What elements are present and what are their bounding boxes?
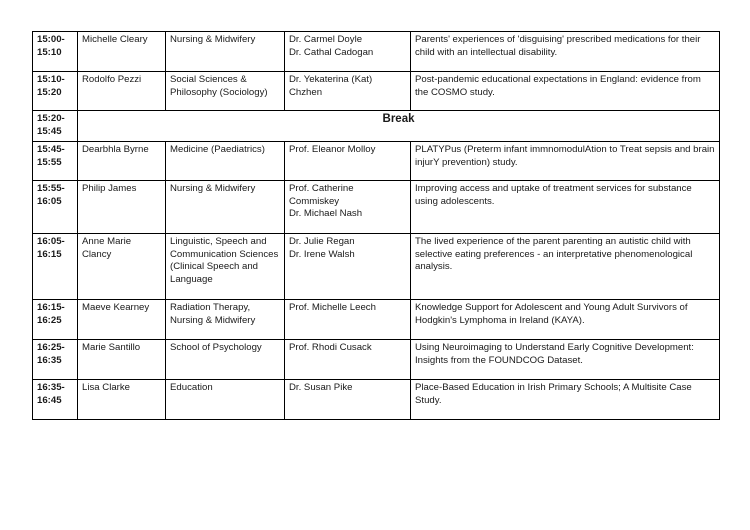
supervisor-cell bbox=[285, 142, 411, 181]
supervisor-cell bbox=[285, 380, 411, 420]
school-cell: Education bbox=[166, 380, 285, 420]
supervisor-cell bbox=[285, 340, 411, 380]
time-cell bbox=[33, 380, 78, 420]
time-end: 16:45 bbox=[37, 394, 62, 406]
supervisor-cell bbox=[285, 181, 411, 234]
title-cell: PLATYPus (Preterm infant immnomodulAtion to Treat sepsis and brain injurY prevention) study. bbox=[411, 142, 720, 181]
supervisor-name: Prof. Rhodi Cusack bbox=[289, 342, 372, 354]
presenter-cell: Rodolfo Pezzi bbox=[78, 72, 166, 111]
supervisor-name: Dr. Julie Regan bbox=[289, 236, 355, 248]
time-cell bbox=[33, 340, 78, 380]
supervisor-cell bbox=[285, 32, 411, 72]
table-row bbox=[33, 234, 720, 300]
school-cell: Nursing & Midwifery bbox=[166, 181, 285, 234]
time-start: 15:00- bbox=[37, 34, 65, 45]
schedule-table bbox=[32, 31, 720, 420]
supervisor-cell bbox=[285, 72, 411, 111]
time-cell bbox=[33, 142, 78, 181]
title-cell: Knowledge Support for Adolescent and Young Adult Survivors of Hodgkin's Lymphoma in Ireland (KAYA). bbox=[411, 300, 720, 340]
time-start: 15:20- bbox=[37, 113, 65, 124]
time-cell bbox=[33, 111, 78, 142]
table-row bbox=[33, 380, 720, 420]
time-start: 16:05- bbox=[37, 236, 65, 248]
title-cell: Parents' experiences of 'disguising' prescribed medications for their child with an intellectual disability. bbox=[411, 32, 720, 72]
school-cell: Social Sciences & Philosophy (Sociology) bbox=[166, 72, 285, 111]
time-end: 15:10 bbox=[37, 46, 62, 58]
title-cell: Using Neuroimaging to Understand Early Cognitive Development: Insights from the FOUNDCOG Dataset. bbox=[411, 340, 720, 380]
supervisor-name: Dr. Michael Nash bbox=[289, 208, 363, 220]
table-row bbox=[33, 32, 720, 72]
school-cell: Linguistic, Speech and Communication Sciences (Clinical Speech and Language bbox=[166, 234, 285, 300]
presenter-cell: Lisa Clarke bbox=[78, 380, 166, 420]
supervisor-name: Dr. Cathal Cadogan bbox=[289, 46, 374, 58]
time-start: 15:10- bbox=[37, 74, 65, 85]
time-start: 16:25- bbox=[37, 342, 65, 354]
time-start: 16:15- bbox=[37, 302, 65, 314]
supervisor-name: Dr. Carmel Doyle bbox=[289, 34, 363, 45]
time-start: 15:45- bbox=[37, 144, 65, 156]
break-row bbox=[33, 111, 720, 142]
time-cell bbox=[33, 234, 78, 300]
presenter-cell: Marie Santillo bbox=[78, 340, 166, 380]
table-row bbox=[33, 181, 720, 234]
time-cell bbox=[33, 72, 78, 111]
schedule-body bbox=[33, 32, 720, 420]
time-end: 16:05 bbox=[37, 195, 62, 207]
table-row bbox=[33, 142, 720, 181]
school-cell: Medicine (Paediatrics) bbox=[166, 142, 285, 181]
supervisor-name: Prof. Eleanor Molloy bbox=[289, 144, 376, 156]
title-cell: The lived experience of the parent parenting an autistic child with selective eating preferences - an interpretative phenomenological analysis. bbox=[411, 234, 720, 300]
table-row bbox=[33, 340, 720, 380]
supervisor-name: Dr. Irene Walsh bbox=[289, 248, 355, 260]
time-cell bbox=[33, 300, 78, 340]
presenter-cell: Maeve Kearney bbox=[78, 300, 166, 340]
break-label: Break bbox=[78, 111, 720, 142]
school-cell: Radiation Therapy, Nursing & Midwifery bbox=[166, 300, 285, 340]
supervisor-name: Prof. Michelle Leech bbox=[289, 302, 376, 314]
school-cell: School of Psychology bbox=[166, 340, 285, 380]
presenter-cell: Dearbhla Byrne bbox=[78, 142, 166, 181]
time-end: 15:45 bbox=[37, 125, 62, 137]
table-row bbox=[33, 300, 720, 340]
title-cell: Improving access and uptake of treatment services for substance using adolescents. bbox=[411, 181, 720, 234]
presenter-cell: Anne Marie Clancy bbox=[78, 234, 166, 300]
supervisor-name: Dr. Yekaterina (Kat) Chzhen bbox=[289, 74, 373, 98]
table-row bbox=[33, 72, 720, 111]
time-start: 15:55- bbox=[37, 183, 65, 195]
presenter-cell: Michelle Cleary bbox=[78, 32, 166, 72]
time-start: 16:35- bbox=[37, 382, 65, 394]
supervisor-cell bbox=[285, 300, 411, 340]
title-cell: Post-pandemic educational expectations in England: evidence from the COSMO study. bbox=[411, 72, 720, 111]
time-cell bbox=[33, 32, 78, 72]
title-cell: Place-Based Education in Irish Primary Schools; A Multisite Case Study. bbox=[411, 380, 720, 420]
time-end: 16:25 bbox=[37, 314, 62, 326]
time-end: 16:35 bbox=[37, 354, 62, 366]
supervisor-cell bbox=[285, 234, 411, 300]
time-cell bbox=[33, 181, 78, 234]
time-end: 16:15 bbox=[37, 248, 62, 260]
supervisor-name: Prof. Catherine Commiskey bbox=[289, 183, 354, 207]
time-end: 15:55 bbox=[37, 156, 62, 168]
presenter-cell: Philip James bbox=[78, 181, 166, 234]
supervisor-name: Dr. Susan Pike bbox=[289, 382, 353, 394]
school-cell: Nursing & Midwifery bbox=[166, 32, 285, 72]
time-end: 15:20 bbox=[37, 86, 62, 98]
